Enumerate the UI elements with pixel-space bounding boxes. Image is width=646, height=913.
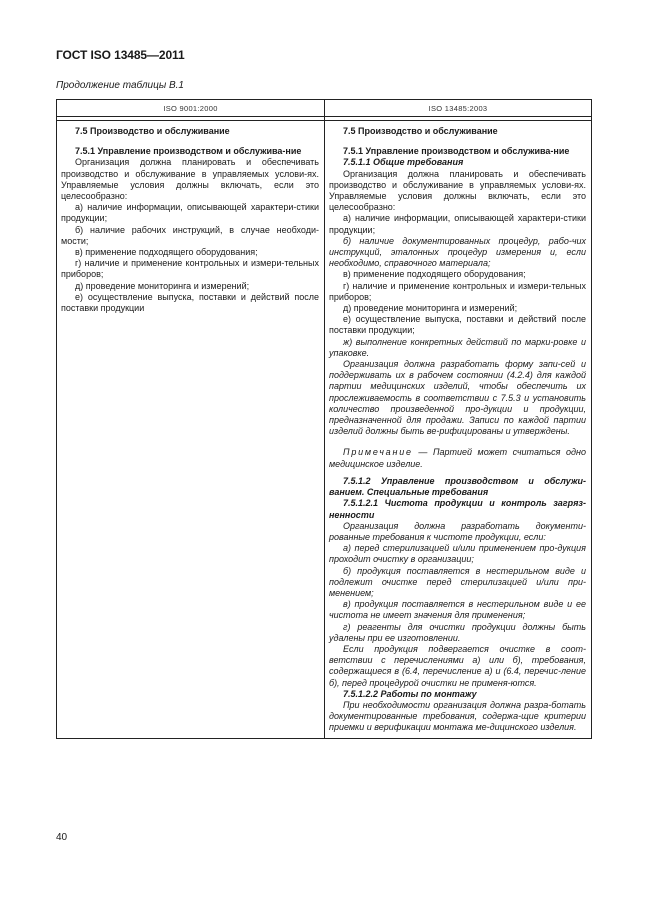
left-heading: 7.5 Производство и обслуживание (75, 126, 230, 136)
right-cleanliness-v: в) продукция поставляется в нестерильном виде и ее чистота не имеет значения для применения; (329, 599, 586, 621)
right-item-g: г) наличие и применение контрольных и измери-тельных приборов; (329, 280, 586, 302)
right-intro: Организация должна планировать и обеспечивать производство и обслуживание в управляемых услови-ях. Управляемые условия должны включать, если это целесообразно: (329, 168, 586, 213)
header-iso9001: ISO 9001:2000 (57, 100, 325, 117)
right-installation-text: При необходимости организация должна разра-ботать документированные требования, содержа-щие критерии приемки и верификации монтажа ме-дицинского изделия. (329, 699, 586, 733)
right-cleanliness-b: б) продукция поставляется в нестерильном виде и подлежит очистке перед стерилизацией и/или при-менением; (329, 565, 586, 598)
right-item-v: в) применение подходящего оборудования; (343, 269, 526, 280)
page-number: 40 (56, 832, 68, 843)
right-cleanliness-heading: 7.5.1.2.1 Чистота продукции и контроль загряз-ненности (329, 498, 586, 520)
right-installation-heading: 7.5.1.2.2 Работы по монтажу (343, 688, 477, 699)
right-item-d: д) проведение мониторинга и измерений; (343, 303, 518, 314)
left-item-b: б) наличие рабочих инструкций, в случае необходи-мости; (61, 224, 319, 246)
note-label: Примечание (343, 447, 413, 458)
left-item-a: а) наличие информации, описывающей характери-стики продукции; (61, 202, 319, 224)
right-cleanliness-g: г) реагенты для очистки продукции должны быть удалены при ее изготовлении. (329, 621, 586, 643)
table-caption: Продолжение таблицы В.1 (56, 80, 184, 91)
left-item-d: д) проведение мониторинга и измерений; (75, 280, 250, 291)
right-cleanliness-intro: Организация должна разработать документи-рованные требования к чистоте продукции, если: (329, 520, 586, 542)
left-column (57, 121, 325, 739)
left-intro: Организация должна планировать и обеспечивать производство и обслуживание в управляемых услови-ях. Управляемые условия должны включать, если это целесообразно: (61, 157, 319, 202)
right-heading: 7.5 Производство и обслуживание (343, 126, 498, 136)
right-subheading: 7.5.1 Управление производством и обслужива-ние (343, 146, 570, 157)
left-subheading: 7.5.1 Управление производством и обслужива-ние (75, 146, 302, 157)
comparison-table (56, 99, 592, 739)
left-item-g: г) наличие и применение контрольных и измери-тельных приборов; (61, 258, 319, 280)
right-cleanliness-final: Если продукция подвергается очистке в соот-ветствии с перечислениями а) или б), требования, содержащиеся в (6.4, перечисление а) и (6.4, перечис-ление б), перед процедурой очистки не применя-ются. (329, 643, 586, 688)
right-cleanliness-a: а) перед стерилизацией и/или применением про-дукция проходит очистку в организации; (329, 543, 586, 565)
right-batch-records: Организация должна разработать форму запи-сей и поддерживать их в рабочем состоянии (4.2.4) для каждой партии медицинских изделий, чтобы обеспечить их прослеживаемость в соответствии с 7.5.3 и установить количество произведенной про-дукции и продукции, предназначенной для продажи. Записи по каждой партии изделий должны быть ве-рифицированы и утверждены. (329, 359, 586, 437)
right-item-b: б) наличие документированных процедур, рабо-чих инструкций, эталонных процедур измерения и, если необходимо, справочного материала; (329, 235, 586, 269)
left-item-e: е) осуществление выпуска, поставки и действий после поставки продукции (61, 291, 319, 314)
right-item-e: е) осуществление выпуска, поставки и действий после поставки продукции; (329, 314, 586, 336)
note-text: — Партией может считаться одно медицинское изделие. (329, 447, 586, 469)
document-header: ГОСТ ISO 13485—2011 (56, 48, 185, 62)
right-special-heading: 7.5.1.2 Управление производством и обслужи-ванием. Специальные требования (329, 475, 586, 498)
header-iso13485: ISO 13485:2003 (325, 100, 592, 117)
left-item-v: в) применение подходящего оборудования; (75, 247, 258, 258)
right-general-heading: 7.5.1.1 Общие требования (343, 157, 464, 168)
table-body-row (57, 121, 592, 739)
right-item-zh: ж) выполнение конкретных действий по марки-ровке и упаковке. (329, 336, 586, 358)
right-item-a: а) наличие информации, описывающей характери-стики продукции; (329, 213, 586, 235)
right-note (329, 447, 586, 469)
table-header-row (57, 100, 592, 117)
right-column (325, 121, 592, 739)
